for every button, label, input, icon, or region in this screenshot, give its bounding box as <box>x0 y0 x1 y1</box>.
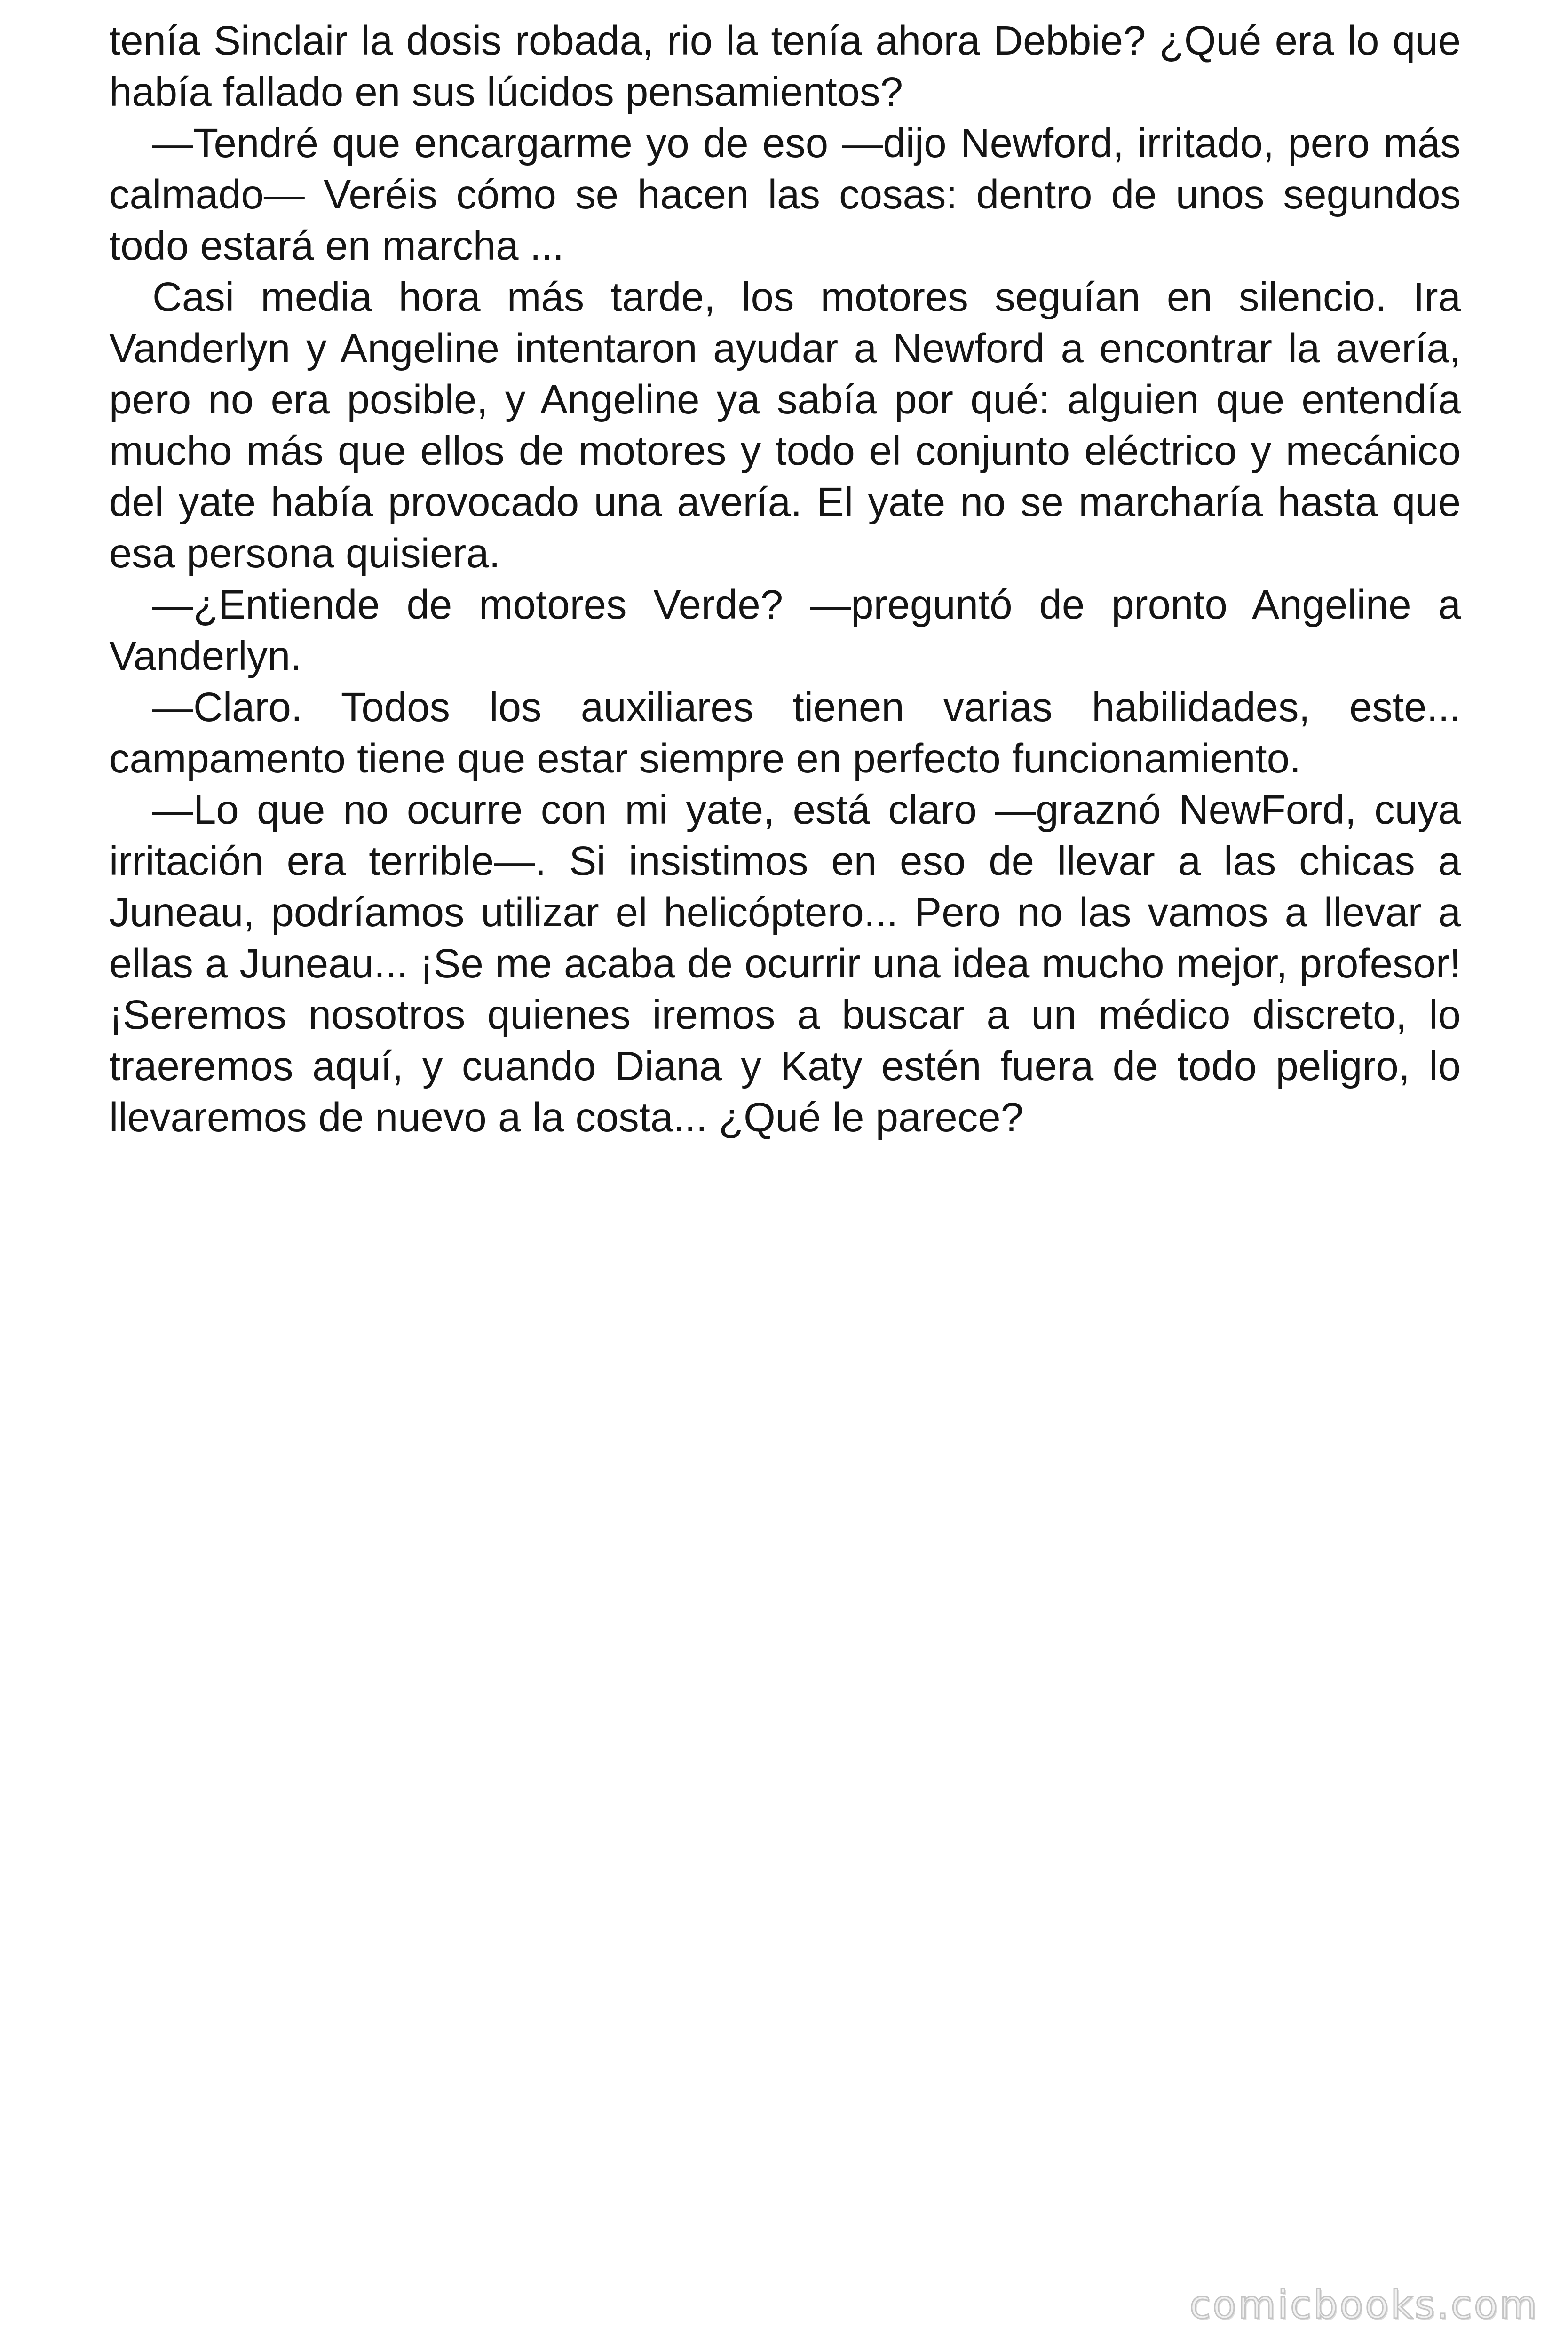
paragraph-4: —¿Entiende de motores Verde? —preguntó de pronto Angeline a Vanderlyn. <box>109 582 1461 679</box>
text-body <box>109 15 1461 1143</box>
paragraph-1: tenía Sinclair la dosis robada, rio la tenía ahora Debbie? ¿Qué era lo que había fallado en sus lúcidos pensamientos? <box>109 18 1461 115</box>
paragraph-2: —Tendré que encargarme yo de eso —dijo Newford, irritado, pero más calmado— Veréis cómo se hacen las cosas: dentro de unos segundos todo estará en marcha ... <box>109 120 1461 269</box>
paragraph-5: —Claro. Todos los auxiliares tienen varias habilidades, este... campamento tiene que estar siempre en perfecto funcionamiento. <box>109 684 1461 781</box>
paragraph-3: Casi media hora más tarde, los motores seguían en silencio. Ira Vanderlyn y Angeline intentaron ayudar a Newford a encontrar la avería, pero no era posible, y Angeline ya sabía por qué: alguien que entendía mucho más que ellos de motores y todo el conjunto eléctrico y mecánico del yate había provocado una avería. El yate no se marcharía hasta que esa persona quisiera. <box>109 274 1461 576</box>
paragraph-6: —Lo que no ocurre con mi yate, está claro —graznó NewFord, cuya irritación era terrible—. Si insistimos en eso de llevar a las chicas a Juneau, podríamos utilizar el helicóptero... Pero no las vamos a llevar a ellas a Juneau... ¡Se me acaba de ocurrir una idea mucho mejor, profesor! ¡Seremos nosotros quienes iremos a buscar a un médico discreto, lo traeremos aquí, y cuando Diana y Katy estén fuera de todo peligro, lo llevaremos de nuevo a la costa... ¿Qué le parece? <box>109 787 1461 1140</box>
watermark: comicbooks.com <box>1189 2283 1539 2328</box>
